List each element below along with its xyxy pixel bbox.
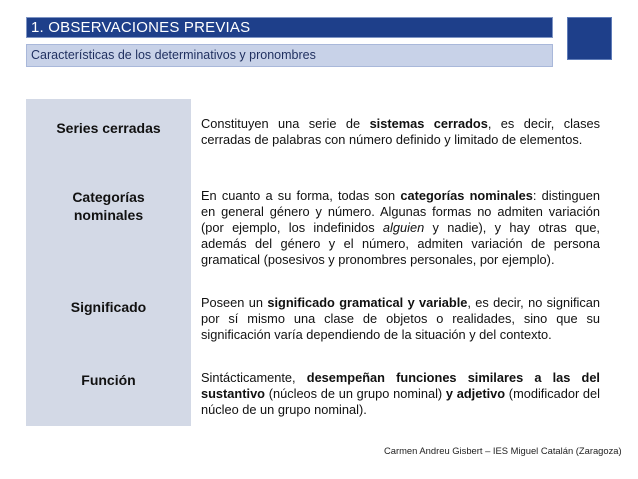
table-row	[26, 99, 612, 181]
bold-phrase: desempeñan funciones similares a las del sustantivo	[201, 370, 600, 401]
description-text: (núcleos de un grupo nominal)	[265, 386, 446, 401]
row-label	[26, 181, 191, 292]
row-label-text: Función	[81, 372, 136, 388]
corner-decoration	[567, 17, 612, 60]
row-label	[26, 366, 191, 426]
section-subtitle: Características de los determinativos y pronombres	[26, 44, 553, 67]
description-text: Constituyen una serie de	[201, 116, 370, 131]
characteristics-table	[26, 99, 612, 426]
row-label	[26, 99, 191, 181]
description-text: (modificador del núcleo de un grupo nominal).	[201, 386, 600, 417]
row-label-text: Series cerradas	[56, 120, 161, 136]
row-label-text: Significado	[70, 299, 147, 315]
description-text: y nadie), y hay otras que, además del género y el número, admiten variación de persona gramatical (posesivos y pronombres personales, por ejemplo).	[201, 220, 600, 267]
italic-phrase: alguien	[382, 220, 425, 235]
description-text: Poseen un	[201, 295, 268, 310]
table-row	[26, 366, 612, 426]
row-description	[191, 99, 612, 181]
row-description	[191, 366, 612, 426]
row-label	[26, 292, 191, 366]
row-label-text: Categorías nominales	[72, 189, 145, 223]
table-row	[26, 181, 612, 292]
bold-phrase: significado gramatical y variable	[267, 295, 468, 310]
section-title: 1. OBSERVACIONES PREVIAS	[26, 17, 553, 38]
description-text: En cuanto a su forma, todas son	[201, 188, 401, 203]
description-text: , es decir, clases cerradas de palabras con número definido y limitado de elementos.	[201, 116, 600, 147]
bold-phrase: categorías nominales	[400, 188, 533, 203]
bold-phrase: sistemas cerrados	[369, 116, 488, 131]
table-row	[26, 292, 612, 366]
row-description	[191, 181, 612, 292]
description-text: : distinguen en general género y número. Algunas formas no admiten variación (por ejemplo, los indefinidos	[201, 188, 600, 235]
description-text: , es decir, no significan por sí mismo una clase de objetos o realidades, sino que su significación varía dependiendo de la situación y del contexto.	[201, 295, 601, 342]
bold-phrase: y adjetivo	[445, 386, 506, 401]
author-footer: Carmen Andreu Gisbert – IES Miguel Catalán (Zaragoza)	[384, 445, 622, 456]
row-description	[191, 292, 612, 366]
description-text: Sintácticamente,	[201, 370, 307, 385]
